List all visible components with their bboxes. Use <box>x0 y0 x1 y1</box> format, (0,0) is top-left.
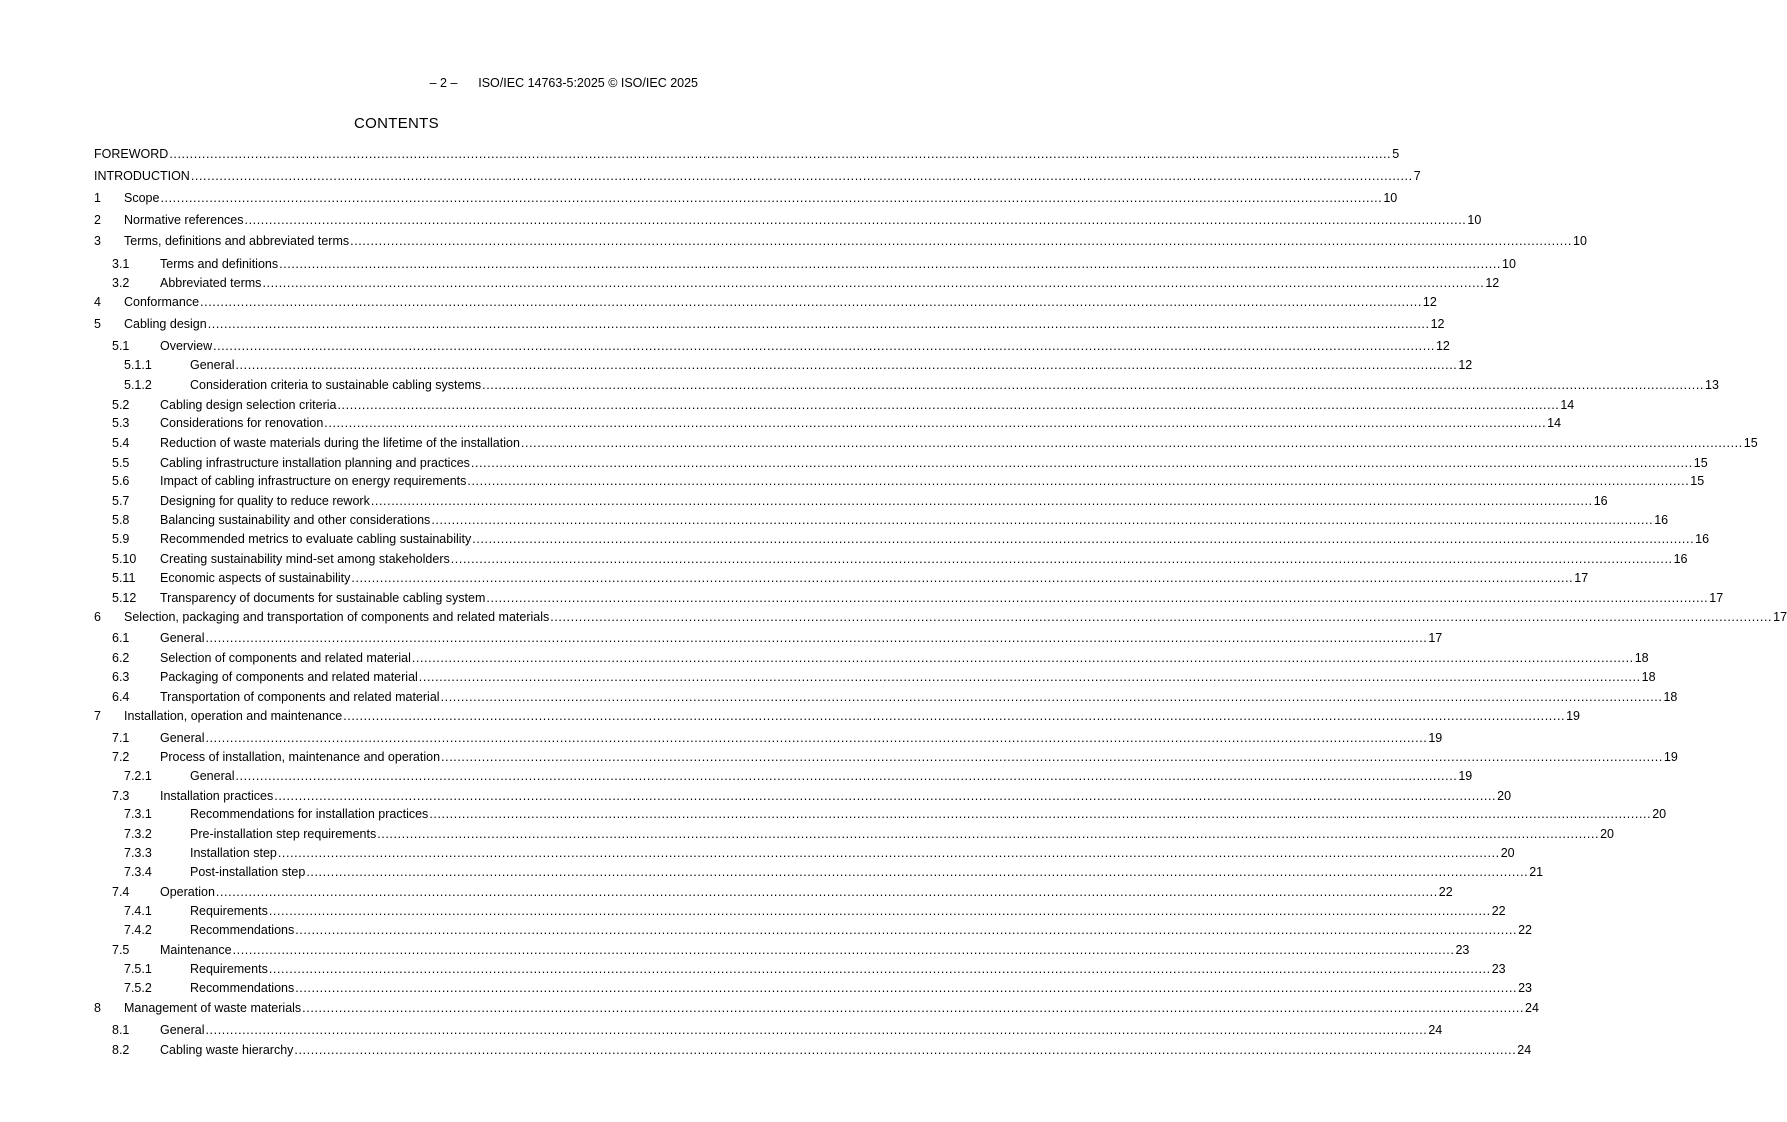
toc-entry[interactable] <box>94 980 1532 996</box>
toc-entry-number: 7.3.4 <box>124 865 152 879</box>
toc-entry-page: 16 <box>1695 532 1710 546</box>
toc-entry[interactable] <box>94 708 1580 724</box>
toc-entry-page: 20 <box>1600 827 1614 841</box>
toc-entry-title: General <box>160 1023 205 1037</box>
toc-entry-page: 12 <box>1430 317 1445 331</box>
toc-entry-number: 7.2.1 <box>124 769 152 783</box>
toc-entry-number: 7.5.2 <box>124 981 152 995</box>
toc-entry-page: 19 <box>1428 731 1443 745</box>
toc-entry-page: 12 <box>1435 339 1450 353</box>
toc-entry-title: Terms, definitions and abbreviated terms <box>124 234 350 248</box>
toc-entry-page: 18 <box>1634 651 1649 665</box>
toc-entry-page: 19 <box>1566 709 1580 723</box>
toc-entry-number: 3 <box>94 234 101 248</box>
toc-entry-title: Economic aspects of sustainability <box>160 571 351 585</box>
toc-entry[interactable] <box>94 493 1608 509</box>
toc-dot-leader: ............................................................................................................................................................................................................................................................................................................ <box>235 769 1458 783</box>
toc-dot-leader: ............................................................................................................................................................................................................................................................................................................ <box>205 731 1428 745</box>
toc-entry-title: INTRODUCTION <box>94 169 190 183</box>
toc-entry-title: Recommendations <box>190 981 295 995</box>
toc-entry[interactable] <box>94 788 1512 804</box>
toc-entry-page: 20 <box>1500 846 1515 860</box>
toc-entry-number: 5.1.2 <box>124 378 152 392</box>
toc-entry[interactable] <box>94 806 1667 822</box>
toc-entry-number: 3.2 <box>112 276 130 290</box>
toc-dot-leader: ............................................................................................................................................................................................................................................................................................................ <box>520 436 1743 450</box>
toc-entry[interactable] <box>94 689 1678 705</box>
toc-entry[interactable] <box>94 397 1575 413</box>
toc-entry-page: 23 <box>1455 943 1470 957</box>
toc-dot-leader: ............................................................................................................................................................................................................................................................................................................ <box>200 295 1422 309</box>
page-title: CONTENTS <box>354 115 439 132</box>
toc-dot-leader: ............................................................................................................................................................................................................................................................................................................ <box>235 358 1458 372</box>
toc-dot-leader: ............................................................................................................................................................................................................................................................................................................ <box>306 865 1529 879</box>
toc-entry-page: 19 <box>1663 750 1678 764</box>
toc-dot-leader: ............................................................................................................................................................................................................................................................................................................ <box>370 494 1593 508</box>
toc-dot-leader: ............................................................................................................................................................................................................................................................................................................ <box>213 339 1435 353</box>
toc-entry-page: 18 <box>1641 670 1656 684</box>
toc-entry-page: 22 <box>1491 904 1506 918</box>
toc-dot-leader: ............................................................................................................................................................................................................................................................................................................ <box>295 981 1518 995</box>
toc-entry-number: 7.3.2 <box>124 827 152 841</box>
toc-entry-number: 2 <box>94 213 101 227</box>
toc-dot-leader: ............................................................................................................................................................................................................................................................................................................ <box>429 807 1652 821</box>
toc-entry[interactable] <box>94 190 1398 206</box>
toc-entry-title: Post-installation step <box>190 865 306 879</box>
toc-entry-number: 7.1 <box>112 731 130 745</box>
toc-entry[interactable] <box>94 768 1473 784</box>
toc-entry[interactable] <box>94 275 1500 291</box>
toc-entry-page: 14 <box>1547 416 1562 430</box>
toc-entry[interactable] <box>94 884 1453 900</box>
toc-entry-page: 15 <box>1743 436 1758 450</box>
toc-entry-number: 5.12 <box>112 591 137 605</box>
toc-entry-number: 5.6 <box>112 474 130 488</box>
toc-dot-leader: ............................................................................................................................................................................................................................................................................................................ <box>431 513 1654 527</box>
toc-entry[interactable] <box>94 669 1656 685</box>
toc-entry-number: 5.3 <box>112 416 130 430</box>
toc-entry-title: Installation, operation and maintenance <box>124 709 343 723</box>
toc-entry-title: General <box>160 731 205 745</box>
toc-entry-number: 5.2 <box>112 398 130 412</box>
toc-entry-page: 18 <box>1663 690 1678 704</box>
toc-entry[interactable] <box>94 961 1506 977</box>
toc-entry[interactable] <box>94 922 1532 938</box>
toc-entry-title: Operation <box>160 885 215 899</box>
toc-entry-number: 7.3.3 <box>124 846 152 860</box>
toc-entry-page: 15 <box>1690 474 1705 488</box>
toc-entry-title: Conformance <box>124 295 200 309</box>
toc-dot-leader: ............................................................................................................................................................................................................................................................................................................ <box>467 474 1690 488</box>
toc-entry-page: 22 <box>1438 885 1453 899</box>
toc-dot-leader: ............................................................................................................................................................................................................................................................................................................ <box>279 257 1501 271</box>
toc-entry-title: Consideration criteria to sustainable cabling systems <box>190 378 482 392</box>
toc-entry-page: 23 <box>1518 981 1532 995</box>
toc-entry-title: FOREWORD <box>94 147 169 161</box>
toc-entry-number: 5.11 <box>112 571 136 585</box>
toc-entry[interactable] <box>94 749 1678 765</box>
toc-entry-number: 6.1 <box>112 631 130 645</box>
toc-entry-number: 7.4.2 <box>124 923 152 937</box>
toc-entry-title: Impact of cabling infrastructure on energy requirements <box>160 474 467 488</box>
toc-entry-title: Process of installation, maintenance and operation <box>160 750 441 764</box>
toc-entry[interactable] <box>94 455 1708 471</box>
toc-dot-leader: ............................................................................................................................................................................................................................................................................................................ <box>302 1001 1525 1015</box>
toc-entry-number: 3.1 <box>112 257 130 271</box>
toc-entry-page: 17 <box>1428 631 1443 645</box>
toc-dot-leader: ............................................................................................................................................................................................................................................................................................................ <box>274 789 1497 803</box>
toc-entry-number: 6.2 <box>112 651 130 665</box>
toc-entry[interactable] <box>94 256 1516 272</box>
toc-entry-title: Designing for quality to reduce rework <box>160 494 370 508</box>
toc-entry-title: Creating sustainability mind-set among stakeholders <box>160 552 450 566</box>
toc-entry-title: Requirements <box>190 904 268 918</box>
toc-dot-leader: ............................................................................................................................................................................................................................................................................................................ <box>440 690 1663 704</box>
toc-entry-title: Recommendations <box>190 923 295 937</box>
toc-dot-leader: ............................................................................................................................................................................................................................................................................................................ <box>324 416 1547 430</box>
toc-entry[interactable] <box>94 435 1758 451</box>
toc-entry-page: 10 <box>1467 213 1482 227</box>
toc-entry[interactable] <box>94 512 1669 528</box>
toc-entry-page: 10 <box>1502 257 1516 271</box>
toc-entry-title: Scope <box>124 191 160 205</box>
toc-dot-leader: ............................................................................................................................................................................................................................................................................................................ <box>350 234 1572 248</box>
toc-entry-page: 13 <box>1705 378 1719 392</box>
toc-entry-title: General <box>160 631 205 645</box>
toc-entry-number: 8.2 <box>112 1043 130 1057</box>
toc-entry-number: 7 <box>94 709 101 723</box>
toc-entry-title: Reduction of waste materials during the lifetime of the installation <box>160 436 520 450</box>
toc-entry-number: 7.4.1 <box>124 904 152 918</box>
toc-dot-leader: ............................................................................................................................................................................................................................................................................................................ <box>244 213 1467 227</box>
toc-entry-page: 17 <box>1709 591 1724 605</box>
toc-dot-leader: ............................................................................................................................................................................................................................................................................................................ <box>207 317 1430 331</box>
toc-entry-page: 22 <box>1518 923 1532 937</box>
toc-entry-page: 19 <box>1458 769 1473 783</box>
toc-dot-leader: ............................................................................................................................................................................................................................................................................................................ <box>169 147 1392 161</box>
toc-entry-title: Cabling infrastructure installation planning and practices <box>160 456 470 470</box>
toc-dot-leader: ............................................................................................................................................................................................................................................................................................................ <box>160 191 1383 205</box>
toc-entry-page: 16 <box>1593 494 1608 508</box>
toc-entry-page: 12 <box>1458 358 1473 372</box>
toc-entry-number: 5.9 <box>112 532 130 546</box>
toc-dot-leader: ............................................................................................................................................................................................................................................................................................................ <box>262 276 1485 290</box>
toc-entry-number: 6.4 <box>112 690 130 704</box>
toc-dot-leader: ............................................................................................................................................................................................................................................................................................................ <box>470 456 1693 470</box>
toc-dot-leader: ............................................................................................................................................................................................................................................................................................................ <box>268 904 1491 918</box>
toc-entry[interactable] <box>94 609 1787 625</box>
toc-entry-number: 1 <box>94 191 101 205</box>
toc-entry-title: Considerations for renovation <box>160 416 324 430</box>
toc-entry-number: 5.8 <box>112 513 130 527</box>
toc-dot-leader: ............................................................................................................................................................................................................................................................................................................ <box>205 1023 1428 1037</box>
toc-dot-leader: ............................................................................................................................................................................................................................................................................................................ <box>277 846 1500 860</box>
toc-entry[interactable] <box>94 551 1688 567</box>
toc-dot-leader: ............................................................................................................................................................................................................................................................................................................ <box>486 591 1709 605</box>
toc-dot-leader: ............................................................................................................................................................................................................................................................................................................ <box>294 1043 1517 1057</box>
toc-entry-page: 12 <box>1485 276 1500 290</box>
toc-entry-number: 7.2 <box>112 750 130 764</box>
toc-entry-number: 7.5.1 <box>124 962 152 976</box>
toc-entry[interactable] <box>94 377 1719 393</box>
toc-entry-title: Cabling design <box>124 317 207 331</box>
toc-entry[interactable] <box>94 415 1562 431</box>
toc-entry-number: 5.1 <box>112 339 130 353</box>
toc-entry-number: 5.5 <box>112 456 130 470</box>
toc-entry-title: Selection of components and related material <box>160 651 411 665</box>
toc-dot-leader: ............................................................................................................................................................................................................................................................................................................ <box>550 610 1773 624</box>
toc-entry-title: Balancing sustainability and other considerations <box>160 513 431 527</box>
toc-entry-title: Recommended metrics to evaluate cabling sustainability <box>160 532 472 546</box>
toc-entry-number: 5.7 <box>112 494 130 508</box>
toc-entry-number: 7.3.1 <box>124 807 152 821</box>
toc-entry-page: 15 <box>1693 456 1708 470</box>
toc-entry-title: Requirements <box>190 962 268 976</box>
toc-entry[interactable] <box>94 942 1470 958</box>
toc-dot-leader: ............................................................................................................................................................................................................................................................................................................ <box>411 651 1634 665</box>
toc-dot-leader: ............................................................................................................................................................................................................................................................................................................ <box>268 962 1491 976</box>
toc-entry[interactable] <box>94 473 1705 489</box>
toc-entry-page: 20 <box>1497 789 1512 803</box>
toc-entry-title: Installation practices <box>160 789 274 803</box>
toc-entry[interactable] <box>94 570 1589 586</box>
toc-entry-title: General <box>190 769 235 783</box>
toc-entry-page: 5 <box>1392 147 1400 161</box>
toc-dot-leader: ............................................................................................................................................................................................................................................................................................................ <box>472 532 1695 546</box>
toc-entry-number: 5.4 <box>112 436 130 450</box>
toc-dot-leader: ............................................................................................................................................................................................................................................................................................................ <box>190 169 1413 183</box>
toc-entry-title: Terms and definitions <box>160 257 279 271</box>
toc-entry[interactable] <box>94 294 1437 310</box>
toc-entry[interactable] <box>94 168 1421 184</box>
toc-entry-number: 8 <box>94 1001 101 1015</box>
toc-entry[interactable] <box>94 730 1443 746</box>
toc-entry-title: Selection, packaging and transportation of components and related materials <box>124 610 550 624</box>
toc-entry[interactable] <box>94 864 1544 880</box>
toc-dot-leader: ............................................................................................................................................................................................................................................................................................................ <box>295 923 1518 937</box>
toc-entry[interactable] <box>94 357 1473 373</box>
toc-entry-page: 12 <box>1422 295 1437 309</box>
toc-entry[interactable] <box>94 1000 1539 1016</box>
toc-entry-title: Management of waste materials <box>124 1001 302 1015</box>
toc-entry[interactable] <box>94 1042 1532 1058</box>
toc-entry[interactable] <box>94 212 1482 228</box>
toc-dot-leader: ............................................................................................................................................................................................................................................................................................................ <box>205 631 1428 645</box>
toc-entry-page: 24 <box>1517 1043 1532 1057</box>
toc-entry-page: 16 <box>1654 513 1669 527</box>
toc-dot-leader: ............................................................................................................................................................................................................................................................................................................ <box>232 943 1455 957</box>
toc-entry[interactable] <box>94 1022 1443 1038</box>
toc-entry[interactable] <box>94 903 1506 919</box>
toc-dot-leader: ............................................................................................................................................................................................................................................................................................................ <box>377 827 1600 841</box>
toc-entry-page: 7 <box>1413 169 1421 183</box>
toc-dot-leader: ............................................................................................................................................................................................................................................................................................................ <box>482 378 1704 392</box>
toc-entry-number: 7.3 <box>112 789 130 803</box>
toc-entry[interactable] <box>94 845 1515 861</box>
toc-entry[interactable] <box>94 630 1443 646</box>
toc-entry[interactable] <box>94 590 1724 606</box>
toc-entry-page: 14 <box>1560 398 1575 412</box>
toc-entry-page: 24 <box>1525 1001 1539 1015</box>
toc-entry-page: 20 <box>1652 807 1667 821</box>
toc-entry-number: 6 <box>94 610 101 624</box>
toc-dot-leader: ............................................................................................................................................................................................................................................................................................................ <box>337 398 1560 412</box>
toc-entry-title: Cabling design selection criteria <box>160 398 337 412</box>
toc-entry-title: Recommendations for installation practices <box>190 807 429 821</box>
toc-dot-leader: ............................................................................................................................................................................................................................................................................................................ <box>450 552 1673 566</box>
toc-entry-number: 5.10 <box>112 552 137 566</box>
toc-entry-title: Maintenance <box>160 943 232 957</box>
toc-dot-leader: ............................................................................................................................................................................................................................................................................................................ <box>351 571 1574 585</box>
toc-entry-title: Cabling waste hierarchy <box>160 1043 294 1057</box>
toc-entry-title: Pre-installation step requirements <box>190 827 377 841</box>
toc-entry[interactable] <box>94 650 1649 666</box>
toc-entry[interactable] <box>94 338 1450 354</box>
toc-entry[interactable] <box>94 826 1614 842</box>
toc-entry-title: Transparency of documents for sustainable cabling system <box>160 591 486 605</box>
toc-dot-leader: ............................................................................................................................................................................................................................................................................................................ <box>215 885 1438 899</box>
toc-dot-leader: ............................................................................................................................................................................................................................................................................................................ <box>441 750 1663 764</box>
toc-entry-title: General <box>190 358 235 372</box>
toc-entry-title: Normative references <box>124 213 244 227</box>
toc-entry-title: Transportation of components and related material <box>160 690 440 704</box>
toc-entry[interactable] <box>94 146 1400 162</box>
toc-entry-page: 16 <box>1673 552 1688 566</box>
toc-entry-page: 17 <box>1574 571 1589 585</box>
toc-entry-title: Abbreviated terms <box>160 276 262 290</box>
toc-entry-number: 4 <box>94 295 101 309</box>
toc-entry-page: 10 <box>1383 191 1398 205</box>
toc-entry-number: 7.5 <box>112 943 130 957</box>
toc-entry-number: 6.3 <box>112 670 130 684</box>
toc-entry-number: 5.1.1 <box>124 358 152 372</box>
toc-entry-page: 17 <box>1773 610 1787 624</box>
toc-entry-title: Overview <box>160 339 213 353</box>
toc-entry-title: Installation step <box>190 846 277 860</box>
toc-entry-page: 10 <box>1573 234 1587 248</box>
toc-entry-title: Packaging of components and related material <box>160 670 418 684</box>
toc-dot-leader: ............................................................................................................................................................................................................................................................................................................ <box>343 709 1566 723</box>
page-header: – 2 – ISO/IEC 14763-5:2025 © ISO/IEC 2025 <box>429 76 698 90</box>
toc-entry-number: 5 <box>94 317 101 331</box>
toc-entry-number: 7.4 <box>112 885 130 899</box>
toc-entry-number: 8.1 <box>112 1023 130 1037</box>
toc-entry[interactable] <box>94 233 1587 249</box>
toc-entry-page: 23 <box>1491 962 1506 976</box>
toc-entry[interactable] <box>94 316 1445 332</box>
toc-entry[interactable] <box>94 531 1710 547</box>
toc-dot-leader: ............................................................................................................................................................................................................................................................................................................ <box>418 670 1641 684</box>
toc-entry-page: 21 <box>1529 865 1544 879</box>
toc-entry-page: 24 <box>1428 1023 1443 1037</box>
